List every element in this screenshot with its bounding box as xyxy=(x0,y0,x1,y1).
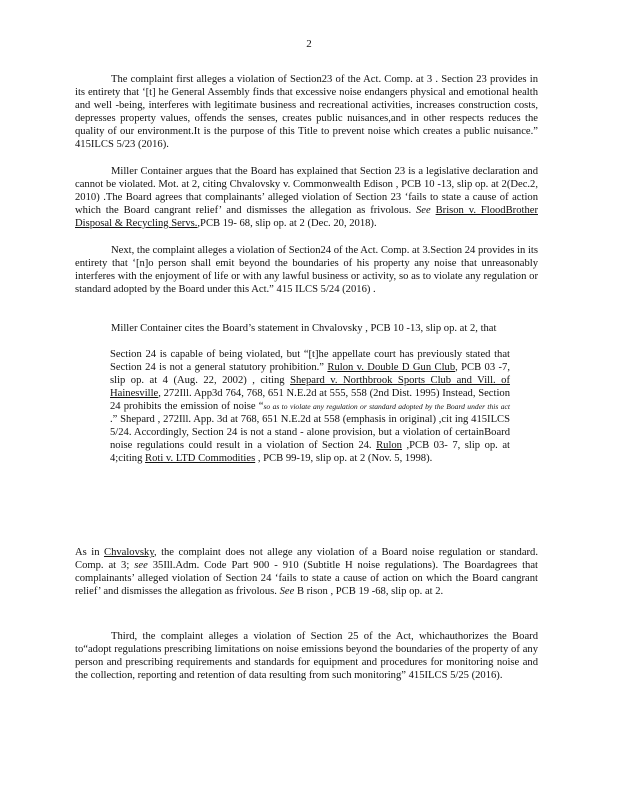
see-signal: See xyxy=(279,586,295,597)
case-citation-roti: Roti v. LTD Commodities xyxy=(145,453,256,464)
case-citation-rulon-short: Rulon xyxy=(376,440,402,451)
block-quote: Section 24 is capable of being violated, but “[t]he appellate court has previously stated that Section 24 is not a general statutory prohibition.” Rulon v. Double D Gun Club, PCB 03 -7, slip op. at 4 (Aug. 22, 2002) , citing Shepard v. Northbrook Sports Club and Vill. of Hainesville, 272Ill. App3d 764, 768, 651 N.E.2d at 555, 558 (2nd Dist. 1995) Instead, Section 24 prohibits the emission of noise “so as to violate any regulation or standard adopted by the Board under this act .” Shepard , 272Ill. App. 3d at 768, 651 N.E.2d at 558 (emphasis in original) ,cit ing 415ILCS 5/24. Accordingly, Section 24 is not a stand - alone provision, but a violation of certainBoard noise regulations could result in a violation of Section 24. Rulon ,PCB 03- 7, slip op. at 4;citing Roti v. LTD Commodities , PCB 99-19, slip op. at 2 (Nov. 5, 1998). xyxy=(110,349,510,464)
paragraph-miller-argues-section-23: Miller Container argues that the Board has explained that Section 23 is a legislative declaration and cannot be violated. Mot. at 2, citing Chvalovsky v. Commonwealth Edison , PCB 10 -13, slip op. at 2(Dec.2, 2010) .The Board agrees that complainants’ alleged violation of Section 23 ‘fails to state a cause of action which the Board cangrant relief’ and dismisses the allegation as frivolous. See Brison v. FloodBrother Disposal & Recycling Servs.,PCB 19- 68, slip op. at 2 (Dec. 20, 2018). xyxy=(75,166,538,229)
paragraph-section-25: Third, the complaint alleges a violation of Section 25 of the Act, whichauthorizes the Board to“adopt regulations prescribing limitations on noise emissions beyond the boundaries of the property of any person and prescribing requirements and standards for equipment and procedures for monitoring noise and the collection, reporting and retention of data resulting from such monitoring” 415ILCS 5/25 (2016). xyxy=(75,631,538,681)
paragraph-section-24: Next, the complaint alleges a violation of Section24 of the Act. Comp. at 3.Section 24 provides in its entirety that ‘[n]o person shall emit beyond the boundaries of his property any noise that unreasonably interferes with the enjoyment of life or with any lawful business or activity, so as to violate any regulation or standard adopted by the Board under this Act.” 415 ILCS 5/24 (2016) . xyxy=(75,245,538,295)
paragraph-miller-cites: Miller Container cites the Board’s statement in Chvalovsky , PCB 10 -13, slip op. at 2, that xyxy=(111,323,497,334)
case-citation-brison: Brison v. FloodBrother Disposal & Recycling Servs. xyxy=(75,205,538,229)
paragraph-section-23: The complaint first alleges a violation of Section23 of the Act. Comp. at 3 . Section 23 provides in its entirety that ‘[t] he General Assembly finds that excessive noise endangers physical and emotional health and well -being, interferes with legitimate business and recreational activities, increases construction costs, depresses property values, offends the senses, creates public nuisances,and in other respects reduces the quality of our environment.It is the purpose of this Title to prevent noise which creates a public nuisance.” 415ILCS 5/23 (2016). xyxy=(75,74,538,150)
case-citation-rulon: Rulon v. Double D Gun Club xyxy=(327,362,456,373)
see-signal: see xyxy=(134,560,148,571)
case-citation-chvalovsky: Chvalovsky xyxy=(104,547,154,558)
paragraph-as-in-chvalovsky: As in Chvalovsky, the complaint does not allege any violation of a Board noise regulation or standard. Comp. at 3; see 35Ill.Adm. Code Part 900 - 910 (Subtitle H noise regulations). The Boardagrees that complainants’ alleged violation of Section 24 ‘fails to state a cause of action on which the Board cangrant relief’ and dismisses the allegation as frivolous. See B rison , PCB 19 -68, slip op. at 2. xyxy=(75,547,538,597)
emphasized-quote: so as to violate any regulation or standard adopted by the Board under this act xyxy=(263,402,510,411)
see-signal: See xyxy=(416,205,431,216)
page-number: 2 xyxy=(306,38,312,50)
case-citation-shepard: Shepard v. Northbrook Sports Club and Vill. of Hainesville xyxy=(110,375,510,399)
